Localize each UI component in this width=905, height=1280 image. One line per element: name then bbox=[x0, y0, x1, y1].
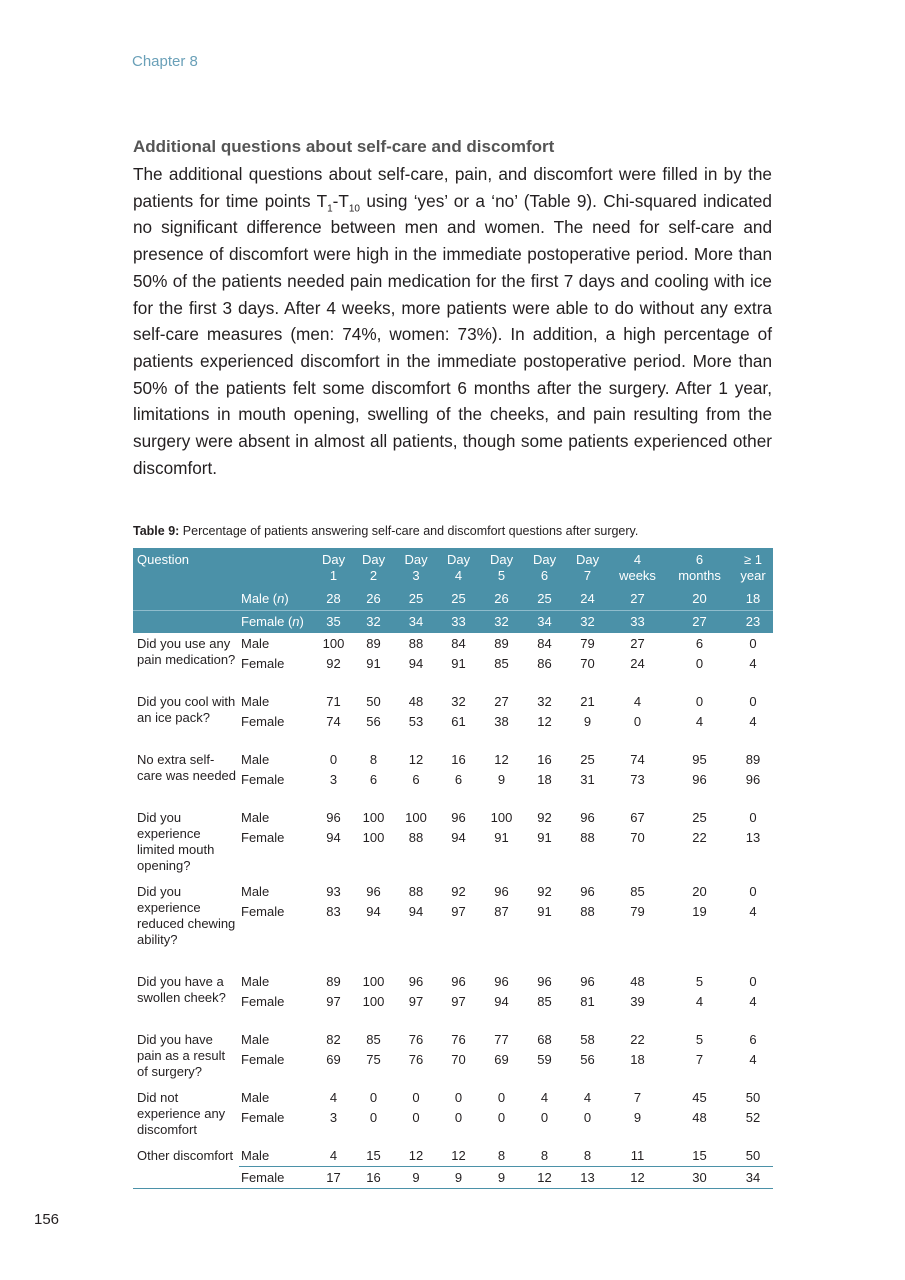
body-paragraph bbox=[133, 161, 772, 481]
question-cell: Did you experience reduced chewing ability? bbox=[137, 884, 236, 947]
male-value-cell: 0 bbox=[749, 809, 757, 825]
subscript-10: 10 bbox=[348, 203, 360, 215]
body-text-part-1: The additional questions about self-care, pain, and discomfort were filled in by the patients for time points T bbox=[133, 164, 772, 211]
female-value-cell: 73 bbox=[630, 772, 645, 787]
sex-label-female: Female bbox=[241, 656, 285, 671]
female-value-cell: 52 bbox=[745, 1110, 761, 1125]
header-row-male-n bbox=[133, 588, 773, 611]
question-cell: Did you experience limited mouth opening? bbox=[137, 810, 215, 873]
male-value-cell: 84 bbox=[537, 635, 552, 651]
female-value-cell: 13 bbox=[745, 830, 761, 845]
male-value-cell: 96 bbox=[326, 809, 341, 825]
male-value-cell: 32 bbox=[537, 693, 552, 709]
male-value-cell: 92 bbox=[537, 883, 552, 899]
female-value-cell: 87 bbox=[494, 904, 509, 919]
female-value-cell: 13 bbox=[566, 1167, 609, 1189]
female-value-cell: 0 bbox=[583, 1110, 592, 1125]
male-value-cell: 4 bbox=[583, 1089, 592, 1105]
male-value-cell: 0 bbox=[412, 1089, 420, 1105]
male-value-cell: 96 bbox=[537, 973, 552, 989]
column-header bbox=[666, 548, 733, 588]
female-value-cell: 81 bbox=[580, 994, 595, 1009]
male-value-cell: 16 bbox=[451, 751, 466, 767]
female-value-cell: 69 bbox=[326, 1052, 341, 1067]
male-value-cell: 8 bbox=[369, 751, 378, 767]
column-header-line1: Day bbox=[404, 552, 428, 567]
sex-label-female: Female bbox=[241, 830, 285, 845]
male-value-cell: 100 bbox=[490, 809, 513, 825]
female-value-cell: 86 bbox=[537, 656, 552, 671]
female-value-cell: 9 bbox=[633, 1110, 642, 1125]
female-value-cell: 94 bbox=[366, 904, 381, 919]
male-value-cell: 27 bbox=[494, 693, 509, 709]
female-value-cell: 38 bbox=[494, 714, 509, 729]
female-value-cell: 96 bbox=[692, 772, 707, 787]
female-value-cell: 70 bbox=[451, 1052, 466, 1067]
table-row bbox=[133, 1029, 773, 1050]
female-value-cell: 9 bbox=[480, 1167, 523, 1189]
male-value-cell: 12 bbox=[437, 1145, 480, 1167]
male-value-cell: 100 bbox=[405, 809, 427, 825]
column-header-line1: Day bbox=[361, 552, 386, 567]
male-value-cell: 96 bbox=[451, 973, 466, 989]
body-text-part-3: using ‘yes’ or a ‘no’ (Table 9). Chi-squared indicated no significant difference between men and women. The need for self-care and presence of discomfort were high in the immediate postoperative period. More than 50% of the patients needed pain medication for the first 7 days and cooling with ice for the first 3 days. After 4 weeks, more patients were able to do without any extra self-care measures (men: 74%, women: 73%). In addition, a high percentage of patients experienced discomfort in the immediate postoperative period. More than 50% of the patients felt some discomfort 6 months after the surgery. After 1 year, limitations in mouth opening, swelling of the cheeks, and pain resulting from the surgery were absent in almost all patients, though some patients experienced other discomfort. bbox=[133, 190, 772, 478]
female-value-cell: 100 bbox=[362, 830, 385, 845]
female-value-cell: 19 bbox=[692, 904, 707, 919]
male-value-cell: 96 bbox=[494, 883, 509, 899]
female-n-label bbox=[239, 611, 315, 634]
female-value-cell: 12 bbox=[609, 1167, 666, 1189]
male-n-value: 20 bbox=[666, 588, 733, 611]
female-value-cell: 6 bbox=[412, 772, 420, 787]
female-value-cell: 0 bbox=[454, 1110, 463, 1125]
female-value-cell: 4 bbox=[749, 994, 757, 1009]
female-n-value: 23 bbox=[733, 611, 773, 634]
male-value-cell: 12 bbox=[395, 1145, 437, 1167]
column-header-line1: 4 bbox=[633, 552, 642, 567]
male-value-cell: 6 bbox=[749, 1031, 757, 1047]
column-header-line1: ≥ 1 bbox=[744, 552, 762, 567]
male-value-cell: 89 bbox=[494, 635, 509, 651]
male-value-cell: 16 bbox=[537, 751, 552, 767]
male-n-value: 25 bbox=[523, 588, 566, 611]
female-value-cell: 3 bbox=[329, 772, 338, 787]
n-close: ) bbox=[299, 614, 304, 629]
column-header-line2: 6 bbox=[540, 568, 549, 583]
column-header bbox=[315, 548, 352, 588]
female-value-cell: 91 bbox=[537, 904, 552, 919]
female-value-cell: 0 bbox=[369, 1110, 378, 1125]
male-value-cell: 0 bbox=[695, 693, 704, 709]
male-value-cell: 0 bbox=[749, 973, 757, 989]
column-header-line1: Day bbox=[489, 552, 514, 567]
male-n-label bbox=[239, 588, 315, 611]
female-value-cell: 70 bbox=[630, 830, 645, 845]
header-row-female-n bbox=[133, 611, 773, 634]
female-value-cell: 9 bbox=[395, 1167, 437, 1189]
table-row bbox=[133, 1087, 773, 1108]
female-value-cell: 74 bbox=[326, 714, 341, 729]
question-cell: Did you have a swollen cheek? bbox=[137, 974, 226, 1005]
male-value-cell: 4 bbox=[633, 693, 642, 709]
female-value-cell: 4 bbox=[749, 1052, 757, 1067]
male-value-cell: 96 bbox=[366, 883, 381, 899]
header-blank-cell bbox=[133, 611, 239, 634]
table-caption bbox=[133, 524, 638, 538]
male-value-cell: 50 bbox=[745, 1089, 761, 1105]
female-value-cell: 4 bbox=[695, 994, 704, 1009]
female-value-cell: 48 bbox=[692, 1110, 707, 1125]
male-value-cell: 5 bbox=[695, 973, 704, 989]
female-value-cell: 61 bbox=[451, 714, 466, 729]
female-value-cell: 94 bbox=[326, 830, 341, 845]
male-value-cell: 96 bbox=[451, 809, 466, 825]
female-value-cell: 76 bbox=[408, 1052, 424, 1067]
female-value-cell: 92 bbox=[326, 656, 341, 671]
sex-label-female: Female bbox=[241, 1052, 285, 1067]
female-value-cell: 91 bbox=[366, 656, 381, 671]
male-value-cell: 96 bbox=[580, 973, 595, 989]
table-caption-text: Percentage of patients answering self-care and discomfort questions after surgery. bbox=[179, 524, 639, 538]
column-header-line2: months bbox=[678, 568, 721, 583]
male-value-cell: 22 bbox=[630, 1031, 645, 1047]
sex-label-female: Female bbox=[241, 714, 285, 729]
sex-label-male: Male bbox=[241, 883, 270, 899]
female-value-cell: 6 bbox=[369, 772, 378, 787]
column-header bbox=[352, 548, 395, 588]
female-value-cell: 88 bbox=[408, 830, 424, 845]
female-value-cell: 0 bbox=[633, 714, 642, 729]
column-header-line2: 5 bbox=[497, 568, 506, 583]
column-header-line2: 7 bbox=[583, 568, 592, 583]
male-value-cell: 77 bbox=[494, 1031, 509, 1047]
male-value-cell: 82 bbox=[326, 1031, 341, 1047]
male-value-cell: 95 bbox=[692, 751, 707, 767]
male-value-cell: 11 bbox=[609, 1145, 666, 1167]
female-value-cell: 59 bbox=[537, 1052, 552, 1067]
column-header-line2: 2 bbox=[369, 568, 378, 583]
female-n-value: 27 bbox=[666, 611, 733, 634]
table-row bbox=[133, 749, 773, 770]
male-value-cell: 21 bbox=[580, 693, 595, 709]
sex-label-female: Female bbox=[241, 772, 285, 787]
female-value-cell: 4 bbox=[749, 656, 757, 671]
question-cell: Did you have pain as a result of surgery? bbox=[137, 1032, 226, 1079]
table-row bbox=[133, 971, 773, 992]
column-header bbox=[566, 548, 609, 588]
male-n-value: 27 bbox=[609, 588, 666, 611]
female-value-cell: 83 bbox=[326, 904, 341, 919]
female-value-cell: 0 bbox=[412, 1110, 420, 1125]
sex-label-male: Male bbox=[241, 635, 270, 651]
male-value-cell: 8 bbox=[480, 1145, 523, 1167]
male-value-cell: 0 bbox=[369, 1089, 378, 1105]
female-value-cell: 9 bbox=[497, 772, 506, 787]
male-value-cell: 100 bbox=[362, 809, 385, 825]
male-value-cell: 85 bbox=[630, 883, 645, 899]
male-value-cell: 25 bbox=[580, 751, 595, 767]
male-value-cell: 15 bbox=[666, 1145, 733, 1167]
header-row-columns bbox=[133, 548, 773, 588]
sex-label-male: Male bbox=[241, 973, 270, 989]
female-value-cell: 96 bbox=[745, 772, 761, 787]
male-value-cell: 71 bbox=[326, 693, 341, 709]
chapter-header: Chapter 8 bbox=[132, 53, 198, 70]
female-value-cell: 56 bbox=[366, 714, 381, 729]
female-value-cell: 4 bbox=[695, 714, 704, 729]
male-n-value: 26 bbox=[352, 588, 395, 611]
female-value-cell: 0 bbox=[540, 1110, 549, 1125]
female-value-cell: 94 bbox=[408, 656, 424, 671]
sex-label-female: Female bbox=[241, 1110, 285, 1125]
male-value-cell: 93 bbox=[326, 883, 341, 899]
female-value-cell: 30 bbox=[666, 1167, 733, 1189]
question-cell: Did not experience any discomfort bbox=[137, 1090, 226, 1137]
section-title: Additional questions about self-care and discomfort bbox=[133, 137, 555, 156]
sex-label-male: Male bbox=[241, 693, 270, 709]
female-value-cell: 75 bbox=[366, 1052, 381, 1067]
male-value-cell: 96 bbox=[494, 973, 509, 989]
male-value-cell: 48 bbox=[408, 693, 424, 709]
female-value-cell: 56 bbox=[580, 1052, 595, 1067]
male-n-value: 28 bbox=[315, 588, 352, 611]
column-header-line1: Day bbox=[532, 552, 557, 567]
male-n-value: 25 bbox=[437, 588, 480, 611]
body-text-part-2: -T bbox=[332, 190, 349, 211]
male-value-cell: 0 bbox=[454, 1089, 463, 1105]
sex-label-female: Female bbox=[241, 994, 285, 1009]
female-value-cell: 88 bbox=[580, 830, 595, 845]
male-value-cell: 79 bbox=[580, 635, 595, 651]
female-value-cell: 91 bbox=[494, 830, 509, 845]
header-blank-cell bbox=[133, 588, 239, 611]
female-value-cell: 97 bbox=[326, 994, 341, 1009]
male-value-cell: 27 bbox=[630, 635, 645, 651]
male-value-cell: 0 bbox=[749, 635, 757, 651]
table-row bbox=[133, 633, 773, 654]
female-value-cell: 97 bbox=[451, 904, 466, 919]
male-value-cell: 4 bbox=[540, 1089, 549, 1105]
sex-label-male: Male bbox=[241, 1089, 270, 1105]
female-n-value: 32 bbox=[352, 611, 395, 634]
female-value-cell: 12 bbox=[523, 1167, 566, 1189]
column-header-line1: Day bbox=[321, 552, 346, 567]
column-header bbox=[480, 548, 523, 588]
subscript-1: 1 bbox=[327, 203, 333, 215]
female-value-cell: 79 bbox=[630, 904, 645, 919]
male-n-value: 24 bbox=[566, 588, 609, 611]
male-value-cell: 25 bbox=[692, 809, 707, 825]
female-value-cell: 88 bbox=[580, 904, 595, 919]
male-value-cell: 12 bbox=[408, 751, 424, 767]
n-symbol: n bbox=[292, 614, 300, 629]
male-value-cell: 96 bbox=[408, 973, 424, 989]
male-value-cell: 74 bbox=[630, 751, 645, 767]
female-value-cell: 0 bbox=[695, 656, 704, 671]
results-table bbox=[133, 548, 773, 1189]
female-n-value: 32 bbox=[480, 611, 523, 634]
column-header-line2: 4 bbox=[454, 568, 463, 583]
female-n-value: 34 bbox=[395, 611, 437, 634]
column-header bbox=[437, 548, 480, 588]
sex-label-male: Male bbox=[239, 1145, 315, 1167]
page-number: 156 bbox=[34, 1211, 60, 1228]
female-value-cell: 9 bbox=[583, 714, 592, 729]
column-header bbox=[523, 548, 566, 588]
female-value-cell: 17 bbox=[315, 1167, 352, 1189]
female-value-cell: 18 bbox=[630, 1052, 645, 1067]
male-value-cell: 6 bbox=[695, 635, 704, 651]
female-value-cell: 18 bbox=[537, 772, 552, 787]
male-value-cell: 89 bbox=[326, 973, 341, 989]
female-value-cell: 6 bbox=[454, 772, 463, 787]
male-value-cell: 76 bbox=[451, 1031, 466, 1047]
female-n-value: 33 bbox=[609, 611, 666, 634]
female-n-value: 33 bbox=[437, 611, 480, 634]
sex-label-female: Female bbox=[239, 1167, 315, 1189]
male-value-cell: 0 bbox=[497, 1089, 506, 1105]
table-row bbox=[133, 691, 773, 712]
male-value-cell: 0 bbox=[749, 693, 757, 709]
column-header-line1: Day bbox=[575, 552, 600, 567]
sex-label-male: Male bbox=[241, 751, 270, 767]
column-header-line2: 3 bbox=[412, 568, 420, 583]
male-value-cell: 89 bbox=[366, 635, 381, 651]
male-n-value: 25 bbox=[395, 588, 437, 611]
female-value-cell: 31 bbox=[580, 772, 595, 787]
table-row bbox=[133, 881, 773, 902]
male-value-cell: 20 bbox=[692, 883, 707, 899]
table-caption-label: Table 9: bbox=[133, 524, 180, 538]
female-n-value: 34 bbox=[523, 611, 566, 634]
male-value-cell: 7 bbox=[633, 1089, 642, 1105]
male-value-cell: 89 bbox=[745, 751, 761, 767]
male-value-cell: 12 bbox=[494, 751, 509, 767]
male-value-cell: 92 bbox=[451, 883, 466, 899]
female-value-cell: 22 bbox=[692, 830, 707, 845]
male-value-cell: 0 bbox=[329, 751, 338, 767]
female-value-cell: 16 bbox=[352, 1167, 395, 1189]
female-value-cell: 7 bbox=[695, 1052, 704, 1067]
female-value-cell: 12 bbox=[537, 714, 552, 729]
table-row bbox=[133, 807, 773, 828]
column-header-line1: Day bbox=[446, 552, 471, 567]
female-n-value: 32 bbox=[566, 611, 609, 634]
female-value-cell: 53 bbox=[408, 714, 424, 729]
male-value-cell: 58 bbox=[580, 1031, 595, 1047]
male-value-cell: 67 bbox=[630, 809, 645, 825]
male-value-cell: 48 bbox=[630, 973, 645, 989]
female-value-cell: 39 bbox=[630, 994, 645, 1009]
female-value-cell: 4 bbox=[749, 904, 757, 919]
male-value-cell: 0 bbox=[749, 883, 757, 899]
female-value-cell: 85 bbox=[494, 656, 509, 671]
question-cell: Did you use any pain medication? bbox=[137, 636, 236, 667]
question-cell: Other discomfort bbox=[133, 1145, 239, 1189]
female-value-cell: 24 bbox=[630, 656, 645, 671]
male-value-cell: 84 bbox=[451, 635, 466, 651]
sex-label-female: Female bbox=[241, 904, 285, 919]
male-value-cell: 50 bbox=[366, 693, 381, 709]
female-value-cell: 94 bbox=[451, 830, 466, 845]
female-value-cell: 97 bbox=[408, 994, 424, 1009]
column-header-line2: weeks bbox=[619, 568, 656, 583]
female-n-label-text: Female ( bbox=[241, 614, 293, 629]
female-value-cell: 94 bbox=[494, 994, 509, 1009]
male-n-value: 26 bbox=[480, 588, 523, 611]
female-value-cell: 97 bbox=[451, 994, 466, 1009]
male-value-cell: 85 bbox=[366, 1031, 381, 1047]
male-value-cell: 88 bbox=[408, 883, 424, 899]
male-value-cell: 100 bbox=[322, 635, 345, 651]
column-header-line2: year bbox=[740, 568, 766, 583]
female-value-cell: 85 bbox=[537, 994, 552, 1009]
table-row bbox=[133, 1145, 773, 1167]
female-value-cell: 91 bbox=[537, 830, 552, 845]
female-value-cell: 0 bbox=[497, 1110, 506, 1125]
male-value-cell: 5 bbox=[695, 1031, 704, 1047]
male-value-cell: 4 bbox=[315, 1145, 352, 1167]
question-cell: No extra self-care was needed bbox=[137, 752, 237, 783]
female-value-cell: 70 bbox=[580, 656, 595, 671]
male-value-cell: 68 bbox=[537, 1031, 552, 1047]
n-symbol: n bbox=[277, 591, 285, 606]
female-n-value: 35 bbox=[315, 611, 352, 634]
column-header bbox=[609, 548, 666, 588]
sex-label-male: Male bbox=[241, 809, 270, 825]
question-column-header: Question bbox=[133, 548, 315, 588]
sex-label-male: Male bbox=[241, 1031, 270, 1047]
female-value-cell: 4 bbox=[749, 714, 757, 729]
male-value-cell: 8 bbox=[566, 1145, 609, 1167]
male-value-cell: 88 bbox=[408, 635, 424, 651]
male-n-label-text: Male ( bbox=[241, 591, 278, 606]
male-value-cell: 45 bbox=[692, 1089, 707, 1105]
male-value-cell: 50 bbox=[733, 1145, 773, 1167]
female-value-cell: 94 bbox=[408, 904, 424, 919]
female-value-cell: 91 bbox=[451, 656, 466, 671]
n-close: ) bbox=[284, 591, 289, 606]
column-header-line2: 1 bbox=[329, 568, 338, 583]
male-value-cell: 100 bbox=[362, 973, 385, 989]
male-value-cell: 8 bbox=[523, 1145, 566, 1167]
female-value-cell: 100 bbox=[362, 994, 385, 1009]
male-value-cell: 96 bbox=[580, 883, 595, 899]
female-value-cell: 3 bbox=[329, 1110, 338, 1125]
male-n-value: 18 bbox=[733, 588, 773, 611]
female-value-cell: 34 bbox=[733, 1167, 773, 1189]
male-value-cell: 92 bbox=[537, 809, 552, 825]
column-header bbox=[395, 548, 437, 588]
male-value-cell: 4 bbox=[329, 1089, 338, 1105]
column-header bbox=[733, 548, 773, 588]
male-value-cell: 32 bbox=[451, 693, 466, 709]
question-cell: Did you cool with an ice pack? bbox=[137, 694, 236, 725]
male-value-cell: 96 bbox=[580, 809, 595, 825]
female-value-cell: 9 bbox=[437, 1167, 480, 1189]
column-header-line1: 6 bbox=[695, 552, 704, 567]
male-value-cell: 15 bbox=[352, 1145, 395, 1167]
male-value-cell: 76 bbox=[408, 1031, 424, 1047]
female-value-cell: 69 bbox=[494, 1052, 509, 1067]
